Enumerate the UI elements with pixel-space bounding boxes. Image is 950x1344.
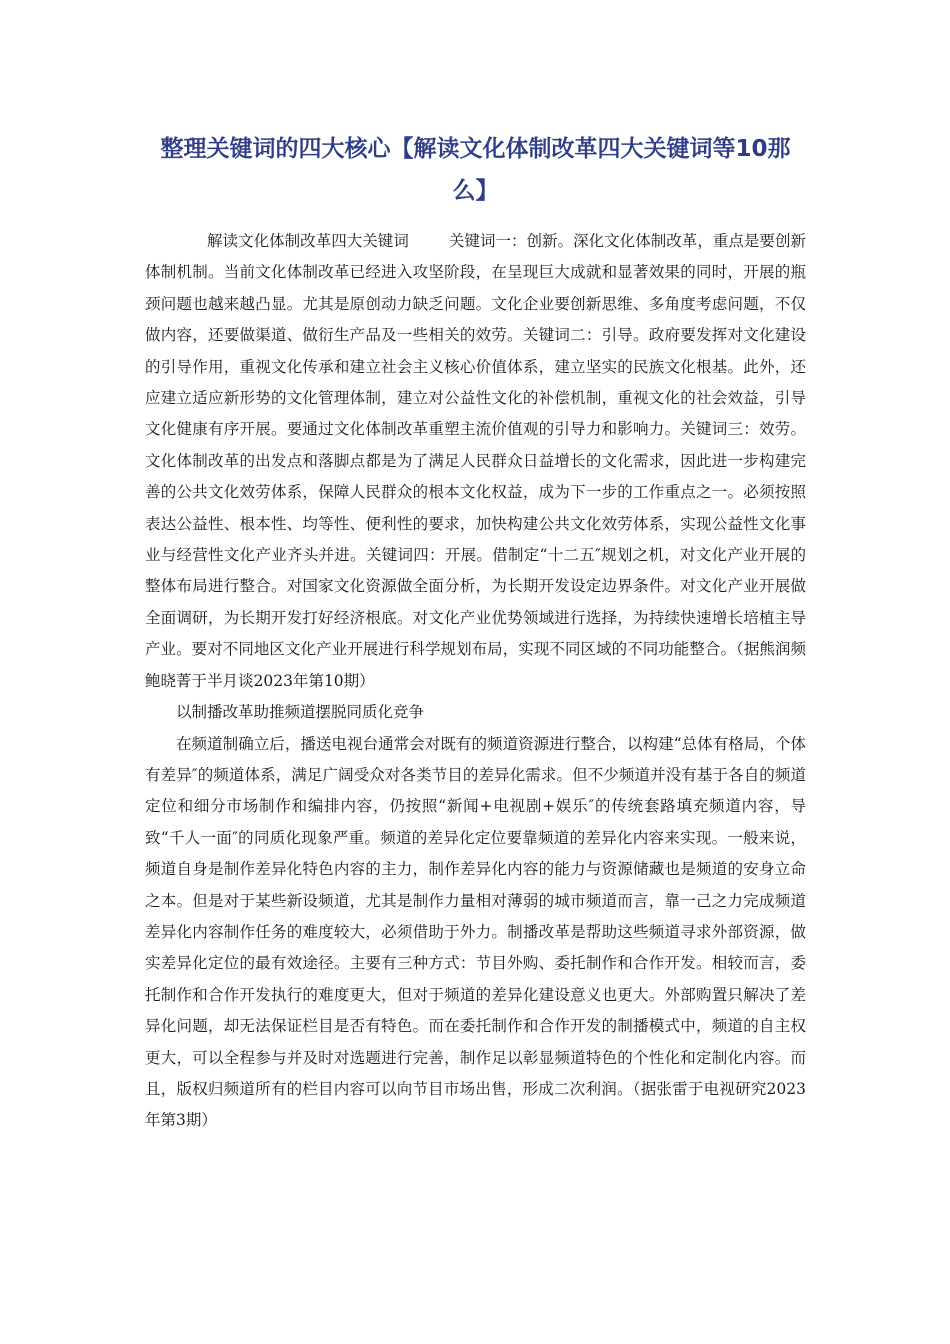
section2-body: 在频道制确立后，播送电视台通常会对既有的频道资源进行整合，以构建“总体有格局，个体有差异″的频道体系，满足广阔受众对各类节目的差异化需求。但不少频道并没有基于各自的频道定位和细分市场制作和编排内容，仍按照“新闻+电视剧+娱乐″的传统套路填充频道内容，导致“千人一面″的同质化现象严重。频道的差异化定位要靠频道的差异化内容来实现。一般来说，频道自身是制作差异化特色内容的主力，制作差异化内容的能力与资源储藏也是频道的安身立命之本。但是对于某些新设频道，尤其是制作力量相对薄弱的城市频道而言，靠一己之力完成频道差异化内容制作任务的难度较大，必须借助于外力。制播改革是帮助这些频道寻求外部资源，做实差异化定位的最有效途径。主要有三种方式：节目外购、委托制作和合作开发。相较而言，委托制作和合作开发执行的难度更大，但对于频道的差异化建设意义也更大。外部购置只解决了差异化问题，却无法保证栏目是否有特色。而在委托制作和合作开发的制播模式中，频道的自主权更大，可以全程参与并及时对选题进行完善，制作足以彰显频道特色的个性化和定制化内容。而且，版权归频道所有的栏目内容可以向节目市场出售，形成二次利润。（据张雷于电视研究2023年第3期） (145, 734, 806, 1130)
section1-body: 关键词一：创新。深化文化体制改革，重点是要创新体制机制。当前文化体制改革已经进入攻坚阶段，在呈现巨大成就和显著效果的同时，开展的瓶颈问题也越来越凸显。尤其是原创动力缺乏问题。文化企业要创新思维、多角度考虑问题，不仅做内容，还要做渠道、做衍生产品及一些相关的效劳。关键词二：引导。政府要发挥对文化建设的引导作用，重视文化传承和建立社会主义核心价值体系，建立坚实的民族文化根基。此外，还应建立适应新形势的文化管理体制，建立对公益性文化的补偿机制，重视文化的社会效益，引导文化健康有序开展。要通过文化体制改革重塑主流价值观的引导力和影响力。关键词三：效劳。文化体制改革的出发点和落脚点都是为了满足人民群众日益增长的文化需求，因此进一步构建完善的公共文化效劳体系，保障人民群众的根本文化权益，成为下一步的工作重点之一。必须按照表达公益性、根本性、均等性、便利性的要求，加快构建公共文化效劳体系，实现公益性文化事业与经营性文化产业齐头并进。关键词四：开展。借制定“十二五″规划之机，对文化产业开展的整体布局进行整合。对国家文化资源做全面分析，为长期开发设定边界条件。对文化产业开展做全面调研，为长期开发打好经济根底。对文化产业优势领域进行选择，为持续快速增长培植主导产业。要对不同地区文化产业开展进行科学规划布局，实现不同区域的不同功能整合。（据熊润频 鲍晓菁于半月谈2023年第10期） (145, 232, 806, 690)
document-title: 整理关键词的四大核心【解读文化体制改革四大关键词等10那么】 (160, 136, 791, 204)
section1-heading: 解读文化体制改革四大关键词 (207, 232, 409, 250)
section1-paragraph (145, 226, 806, 697)
section2-heading: 以制播改革助推频道摆脱同质化竞争 (176, 703, 425, 722)
